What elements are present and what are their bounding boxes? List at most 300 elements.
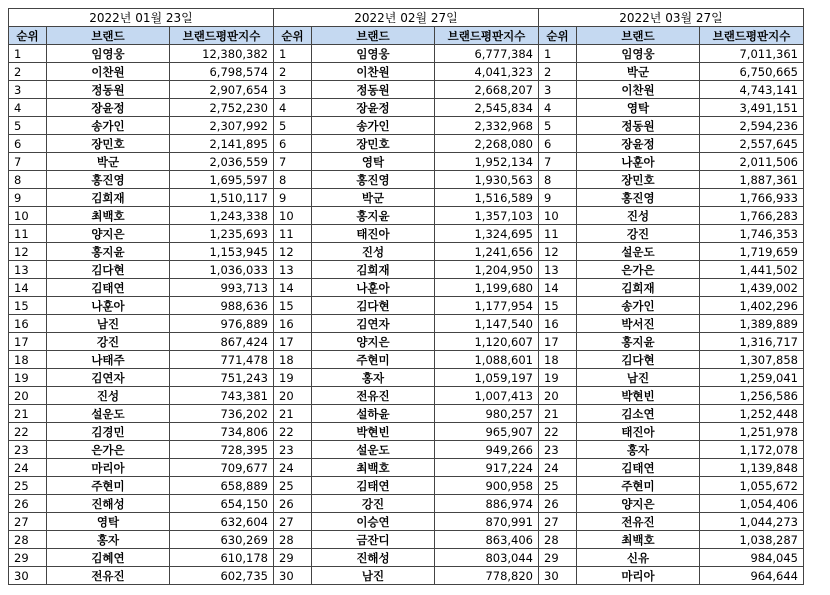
table-row bbox=[9, 531, 274, 549]
score-cell: 1,766,933 bbox=[700, 189, 804, 207]
score-cell: 734,806 bbox=[170, 423, 274, 441]
score-cell: 2,545,834 bbox=[435, 99, 539, 117]
score-cell: 1,516,589 bbox=[435, 189, 539, 207]
brand-cell: 임영웅 bbox=[312, 45, 435, 63]
table-row bbox=[539, 225, 804, 243]
brand-cell: 임영웅 bbox=[47, 45, 170, 63]
column-header-brand: 브랜드 bbox=[47, 27, 170, 45]
score-cell: 1,177,954 bbox=[435, 297, 539, 315]
score-cell: 1,952,134 bbox=[435, 153, 539, 171]
rank-cell: 30 bbox=[9, 567, 47, 585]
rank-cell: 16 bbox=[274, 315, 312, 333]
score-cell: 993,713 bbox=[170, 279, 274, 297]
table-row bbox=[9, 81, 274, 99]
brand-cell: 은가은 bbox=[47, 441, 170, 459]
table-row bbox=[9, 225, 274, 243]
table-row bbox=[9, 117, 274, 135]
table-row bbox=[9, 387, 274, 405]
brand-cell: 진성 bbox=[312, 243, 435, 261]
table-row bbox=[9, 315, 274, 333]
brand-cell: 강진 bbox=[312, 495, 435, 513]
table-row bbox=[539, 207, 804, 225]
table-row bbox=[274, 261, 539, 279]
table-row bbox=[274, 279, 539, 297]
table-row bbox=[539, 81, 804, 99]
column-header-score: 브랜드평판지수 bbox=[170, 27, 274, 45]
rank-cell: 26 bbox=[274, 495, 312, 513]
table-date: 2022년 02월 27일 bbox=[274, 9, 539, 27]
table-row bbox=[539, 369, 804, 387]
brand-cell: 김희재 bbox=[47, 189, 170, 207]
rank-cell: 25 bbox=[539, 477, 577, 495]
column-header-brand: 브랜드 bbox=[577, 27, 700, 45]
brand-cell: 은가은 bbox=[577, 261, 700, 279]
brand-cell: 박군 bbox=[577, 63, 700, 81]
score-cell: 1,357,103 bbox=[435, 207, 539, 225]
score-cell: 867,424 bbox=[170, 333, 274, 351]
score-cell: 2,011,506 bbox=[700, 153, 804, 171]
rank-cell: 18 bbox=[9, 351, 47, 369]
brand-cell: 나태주 bbox=[47, 351, 170, 369]
table-row bbox=[274, 63, 539, 81]
brand-cell: 홍자 bbox=[312, 369, 435, 387]
rank-cell: 27 bbox=[9, 513, 47, 531]
ranking-table-2 bbox=[273, 8, 539, 585]
table-row bbox=[274, 207, 539, 225]
rank-cell: 13 bbox=[539, 261, 577, 279]
brand-cell: 신유 bbox=[577, 549, 700, 567]
table-row bbox=[274, 297, 539, 315]
rank-cell: 1 bbox=[9, 45, 47, 63]
table-row bbox=[539, 297, 804, 315]
rank-cell: 27 bbox=[539, 513, 577, 531]
table-row bbox=[274, 387, 539, 405]
rank-cell: 8 bbox=[274, 171, 312, 189]
brand-cell: 장민호 bbox=[47, 135, 170, 153]
table-row bbox=[539, 351, 804, 369]
brand-cell: 영탁 bbox=[47, 513, 170, 531]
brand-cell: 영탁 bbox=[577, 99, 700, 117]
table-row bbox=[539, 477, 804, 495]
brand-cell: 최백호 bbox=[577, 531, 700, 549]
score-cell: 1,766,283 bbox=[700, 207, 804, 225]
rank-cell: 9 bbox=[539, 189, 577, 207]
score-cell: 949,266 bbox=[435, 441, 539, 459]
score-cell: 6,798,574 bbox=[170, 63, 274, 81]
brand-cell: 김태연 bbox=[312, 477, 435, 495]
brand-cell: 홍자 bbox=[47, 531, 170, 549]
rank-cell: 15 bbox=[9, 297, 47, 315]
score-cell: 2,036,559 bbox=[170, 153, 274, 171]
brand-cell: 홍지윤 bbox=[312, 207, 435, 225]
brand-cell: 정동원 bbox=[47, 81, 170, 99]
table-row bbox=[274, 333, 539, 351]
brand-cell: 박현빈 bbox=[577, 387, 700, 405]
table-row bbox=[539, 171, 804, 189]
rank-cell: 16 bbox=[9, 315, 47, 333]
table-row bbox=[539, 567, 804, 585]
rank-cell: 14 bbox=[539, 279, 577, 297]
rank-cell: 21 bbox=[539, 405, 577, 423]
brand-cell: 장민호 bbox=[312, 135, 435, 153]
brand-cell: 김소연 bbox=[577, 405, 700, 423]
brand-cell: 이찬원 bbox=[577, 81, 700, 99]
score-cell: 900,958 bbox=[435, 477, 539, 495]
brand-cell: 송가인 bbox=[312, 117, 435, 135]
rank-cell: 23 bbox=[274, 441, 312, 459]
table-row bbox=[9, 459, 274, 477]
table-row bbox=[539, 315, 804, 333]
table-row bbox=[9, 549, 274, 567]
score-cell: 778,820 bbox=[435, 567, 539, 585]
rank-cell: 26 bbox=[9, 495, 47, 513]
table-row bbox=[539, 387, 804, 405]
brand-cell: 장윤정 bbox=[312, 99, 435, 117]
column-header-score: 브랜드평판지수 bbox=[700, 27, 804, 45]
score-cell: 1,059,197 bbox=[435, 369, 539, 387]
brand-cell: 나훈아 bbox=[577, 153, 700, 171]
brand-cell: 장윤정 bbox=[577, 135, 700, 153]
score-cell: 630,269 bbox=[170, 531, 274, 549]
brand-cell: 남진 bbox=[577, 369, 700, 387]
table-row bbox=[9, 333, 274, 351]
rank-cell: 20 bbox=[274, 387, 312, 405]
brand-cell: 설운도 bbox=[577, 243, 700, 261]
rank-cell: 24 bbox=[274, 459, 312, 477]
brand-cell: 김다현 bbox=[47, 261, 170, 279]
score-cell: 1,252,448 bbox=[700, 405, 804, 423]
brand-cell: 이승연 bbox=[312, 513, 435, 531]
rank-cell: 22 bbox=[9, 423, 47, 441]
table-row bbox=[539, 513, 804, 531]
rank-cell: 8 bbox=[9, 171, 47, 189]
score-cell: 1,139,848 bbox=[700, 459, 804, 477]
table-date: 2022년 01월 23일 bbox=[9, 9, 274, 27]
rank-cell: 10 bbox=[9, 207, 47, 225]
table-row bbox=[9, 279, 274, 297]
brand-cell: 양지은 bbox=[312, 333, 435, 351]
table-row bbox=[274, 153, 539, 171]
brand-cell: 나훈아 bbox=[312, 279, 435, 297]
rank-cell: 14 bbox=[9, 279, 47, 297]
score-cell: 1,930,563 bbox=[435, 171, 539, 189]
score-cell: 1,054,406 bbox=[700, 495, 804, 513]
brand-cell: 정동원 bbox=[577, 117, 700, 135]
table-row bbox=[274, 243, 539, 261]
brand-cell: 이찬원 bbox=[47, 63, 170, 81]
brand-cell: 장윤정 bbox=[47, 99, 170, 117]
score-cell: 2,594,236 bbox=[700, 117, 804, 135]
brand-cell: 강진 bbox=[47, 333, 170, 351]
rank-cell: 4 bbox=[9, 99, 47, 117]
brand-cell: 주현미 bbox=[47, 477, 170, 495]
brand-cell: 정동원 bbox=[312, 81, 435, 99]
score-cell: 771,478 bbox=[170, 351, 274, 369]
rank-cell: 10 bbox=[539, 207, 577, 225]
brand-cell: 마리아 bbox=[47, 459, 170, 477]
rank-cell: 6 bbox=[9, 135, 47, 153]
brand-cell: 김희재 bbox=[577, 279, 700, 297]
table-row bbox=[274, 567, 539, 585]
brand-cell: 진성 bbox=[47, 387, 170, 405]
rank-cell: 5 bbox=[9, 117, 47, 135]
column-header-rank: 순위 bbox=[274, 27, 312, 45]
score-cell: 1,256,586 bbox=[700, 387, 804, 405]
table-row bbox=[9, 45, 274, 63]
score-cell: 988,636 bbox=[170, 297, 274, 315]
table-row bbox=[9, 135, 274, 153]
score-cell: 1,204,950 bbox=[435, 261, 539, 279]
table-row bbox=[9, 351, 274, 369]
rank-cell: 7 bbox=[9, 153, 47, 171]
rank-cell: 11 bbox=[9, 225, 47, 243]
rank-cell: 17 bbox=[274, 333, 312, 351]
rank-cell: 25 bbox=[274, 477, 312, 495]
score-cell: 1,199,680 bbox=[435, 279, 539, 297]
column-header-score: 브랜드평판지수 bbox=[435, 27, 539, 45]
ranking-table-1 bbox=[8, 8, 274, 585]
brand-cell: 설운도 bbox=[312, 441, 435, 459]
rank-cell: 23 bbox=[539, 441, 577, 459]
score-cell: 2,668,207 bbox=[435, 81, 539, 99]
score-cell: 1,251,978 bbox=[700, 423, 804, 441]
score-cell: 964,644 bbox=[700, 567, 804, 585]
brand-cell: 김태연 bbox=[47, 279, 170, 297]
table-row bbox=[274, 225, 539, 243]
score-cell: 1,036,033 bbox=[170, 261, 274, 279]
score-cell: 1,038,287 bbox=[700, 531, 804, 549]
rank-cell: 2 bbox=[9, 63, 47, 81]
brand-cell: 진성 bbox=[577, 207, 700, 225]
column-header-brand: 브랜드 bbox=[312, 27, 435, 45]
brand-cell: 남진 bbox=[47, 315, 170, 333]
table-row bbox=[9, 171, 274, 189]
table-row bbox=[9, 441, 274, 459]
rank-cell: 11 bbox=[274, 225, 312, 243]
column-header-rank: 순위 bbox=[539, 27, 577, 45]
score-cell: 6,777,384 bbox=[435, 45, 539, 63]
rank-cell: 12 bbox=[539, 243, 577, 261]
brand-cell: 설운도 bbox=[47, 405, 170, 423]
rank-cell: 19 bbox=[274, 369, 312, 387]
table-row bbox=[9, 297, 274, 315]
table-row bbox=[9, 261, 274, 279]
table-row bbox=[539, 549, 804, 567]
table-row bbox=[274, 477, 539, 495]
brand-cell: 설하윤 bbox=[312, 405, 435, 423]
score-cell: 1,153,945 bbox=[170, 243, 274, 261]
score-cell: 965,907 bbox=[435, 423, 539, 441]
rank-cell: 7 bbox=[539, 153, 577, 171]
score-cell: 632,604 bbox=[170, 513, 274, 531]
brand-cell: 태진아 bbox=[577, 423, 700, 441]
table-row bbox=[539, 423, 804, 441]
rank-cell: 14 bbox=[274, 279, 312, 297]
score-cell: 1,147,540 bbox=[435, 315, 539, 333]
score-cell: 1,235,693 bbox=[170, 225, 274, 243]
table-row bbox=[539, 459, 804, 477]
score-cell: 1,055,672 bbox=[700, 477, 804, 495]
score-cell: 1,719,659 bbox=[700, 243, 804, 261]
score-cell: 2,907,654 bbox=[170, 81, 274, 99]
table-row bbox=[274, 369, 539, 387]
score-cell: 736,202 bbox=[170, 405, 274, 423]
rank-cell: 28 bbox=[9, 531, 47, 549]
rank-cell: 5 bbox=[539, 117, 577, 135]
rank-cell: 4 bbox=[274, 99, 312, 117]
rank-cell: 20 bbox=[539, 387, 577, 405]
table-row bbox=[539, 495, 804, 513]
table-row bbox=[539, 63, 804, 81]
score-cell: 728,395 bbox=[170, 441, 274, 459]
score-cell: 743,381 bbox=[170, 387, 274, 405]
rank-cell: 27 bbox=[274, 513, 312, 531]
brand-cell: 김연자 bbox=[47, 369, 170, 387]
score-cell: 1,120,607 bbox=[435, 333, 539, 351]
rank-cell: 22 bbox=[539, 423, 577, 441]
table-row bbox=[274, 459, 539, 477]
score-cell: 886,974 bbox=[435, 495, 539, 513]
rank-cell: 21 bbox=[274, 405, 312, 423]
rank-cell: 9 bbox=[274, 189, 312, 207]
brand-cell: 김희재 bbox=[312, 261, 435, 279]
brand-cell: 송가인 bbox=[577, 297, 700, 315]
table-row bbox=[9, 189, 274, 207]
rank-cell: 13 bbox=[274, 261, 312, 279]
brand-cell: 양지은 bbox=[577, 495, 700, 513]
rank-cell: 10 bbox=[274, 207, 312, 225]
table-row bbox=[539, 279, 804, 297]
brand-cell: 마리아 bbox=[577, 567, 700, 585]
rank-cell: 15 bbox=[539, 297, 577, 315]
brand-cell: 홍지윤 bbox=[47, 243, 170, 261]
score-cell: 4,041,323 bbox=[435, 63, 539, 81]
score-cell: 2,141,895 bbox=[170, 135, 274, 153]
table-row bbox=[539, 405, 804, 423]
rank-cell: 2 bbox=[274, 63, 312, 81]
brand-cell: 금잔디 bbox=[312, 531, 435, 549]
table-row bbox=[274, 405, 539, 423]
table-row bbox=[539, 243, 804, 261]
score-cell: 2,268,080 bbox=[435, 135, 539, 153]
rank-cell: 16 bbox=[539, 315, 577, 333]
table-row bbox=[539, 99, 804, 117]
brand-cell: 박군 bbox=[312, 189, 435, 207]
score-cell: 1,695,597 bbox=[170, 171, 274, 189]
brand-cell: 홍지윤 bbox=[577, 333, 700, 351]
rank-cell: 17 bbox=[9, 333, 47, 351]
rank-cell: 8 bbox=[539, 171, 577, 189]
score-cell: 917,224 bbox=[435, 459, 539, 477]
brand-cell: 김연자 bbox=[312, 315, 435, 333]
rank-cell: 9 bbox=[9, 189, 47, 207]
table-row bbox=[274, 531, 539, 549]
rank-cell: 1 bbox=[539, 45, 577, 63]
table-row bbox=[274, 135, 539, 153]
rank-cell: 29 bbox=[9, 549, 47, 567]
table-row bbox=[9, 369, 274, 387]
column-header-rank: 순위 bbox=[9, 27, 47, 45]
table-row bbox=[9, 423, 274, 441]
brand-cell: 최백호 bbox=[47, 207, 170, 225]
brand-cell: 전유진 bbox=[577, 513, 700, 531]
rank-cell: 18 bbox=[274, 351, 312, 369]
score-cell: 1,044,273 bbox=[700, 513, 804, 531]
table-row bbox=[274, 513, 539, 531]
rank-cell: 6 bbox=[274, 135, 312, 153]
rank-cell: 21 bbox=[9, 405, 47, 423]
table-row bbox=[274, 423, 539, 441]
score-cell: 976,889 bbox=[170, 315, 274, 333]
table-row bbox=[539, 189, 804, 207]
table-row bbox=[9, 405, 274, 423]
rank-cell: 15 bbox=[274, 297, 312, 315]
score-cell: 1,172,078 bbox=[700, 441, 804, 459]
score-cell: 1,324,695 bbox=[435, 225, 539, 243]
brand-cell: 김혜연 bbox=[47, 549, 170, 567]
table-row bbox=[539, 135, 804, 153]
brand-cell: 송가인 bbox=[47, 117, 170, 135]
score-cell: 2,752,230 bbox=[170, 99, 274, 117]
score-cell: 4,743,141 bbox=[700, 81, 804, 99]
brand-cell: 홍진영 bbox=[312, 171, 435, 189]
brand-cell: 전유진 bbox=[312, 387, 435, 405]
rank-cell: 29 bbox=[274, 549, 312, 567]
score-cell: 863,406 bbox=[435, 531, 539, 549]
score-cell: 1,241,656 bbox=[435, 243, 539, 261]
rank-cell: 20 bbox=[9, 387, 47, 405]
rank-cell: 12 bbox=[9, 243, 47, 261]
score-cell: 12,380,382 bbox=[170, 45, 274, 63]
brand-cell: 김태연 bbox=[577, 459, 700, 477]
score-cell: 1,088,601 bbox=[435, 351, 539, 369]
rank-cell: 18 bbox=[539, 351, 577, 369]
table-row bbox=[539, 531, 804, 549]
brand-cell: 남진 bbox=[312, 567, 435, 585]
table-row bbox=[9, 207, 274, 225]
table-row bbox=[9, 63, 274, 81]
score-cell: 2,332,968 bbox=[435, 117, 539, 135]
table-row bbox=[539, 45, 804, 63]
score-cell: 1,307,858 bbox=[700, 351, 804, 369]
table-row bbox=[274, 45, 539, 63]
brand-cell: 박군 bbox=[47, 153, 170, 171]
rank-cell: 12 bbox=[274, 243, 312, 261]
table-row bbox=[9, 513, 274, 531]
brand-cell: 영탁 bbox=[312, 153, 435, 171]
score-cell: 602,735 bbox=[170, 567, 274, 585]
table-row bbox=[274, 99, 539, 117]
table-row bbox=[274, 549, 539, 567]
rank-cell: 24 bbox=[539, 459, 577, 477]
score-cell: 2,557,645 bbox=[700, 135, 804, 153]
score-cell: 980,257 bbox=[435, 405, 539, 423]
brand-cell: 나훈아 bbox=[47, 297, 170, 315]
score-cell: 654,150 bbox=[170, 495, 274, 513]
table-row bbox=[9, 495, 274, 513]
rank-cell: 5 bbox=[274, 117, 312, 135]
brand-cell: 전유진 bbox=[47, 567, 170, 585]
brand-cell: 최백호 bbox=[312, 459, 435, 477]
table-row bbox=[539, 333, 804, 351]
score-cell: 803,044 bbox=[435, 549, 539, 567]
ranking-tables bbox=[8, 8, 804, 585]
rank-cell: 6 bbox=[539, 135, 577, 153]
rank-cell: 7 bbox=[274, 153, 312, 171]
rank-cell: 4 bbox=[539, 99, 577, 117]
brand-cell: 박서진 bbox=[577, 315, 700, 333]
table-date: 2022년 03월 27일 bbox=[539, 9, 804, 27]
